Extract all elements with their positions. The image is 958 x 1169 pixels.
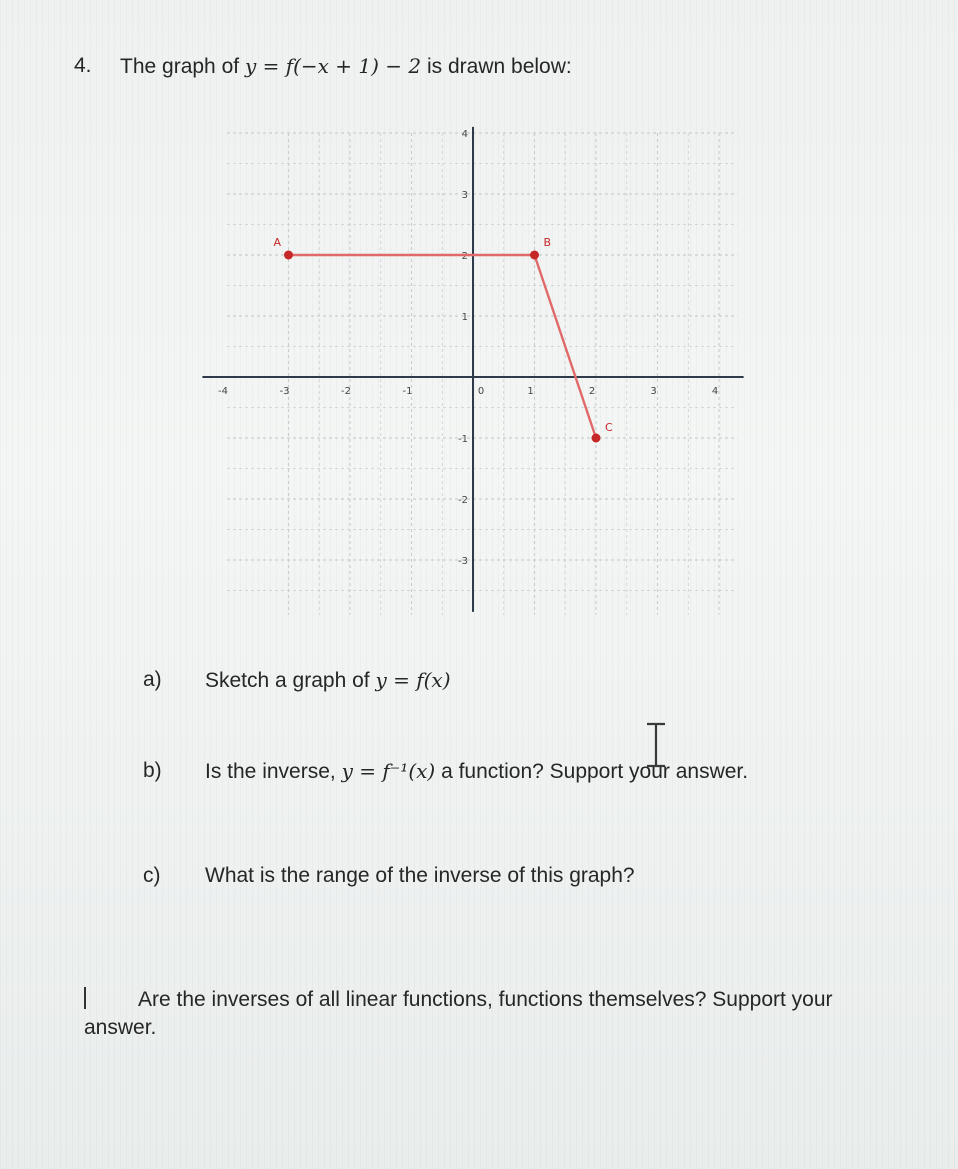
x-tick-label: 2 — [588, 386, 596, 397]
y-tick-label: 1 — [461, 312, 468, 323]
function-graph — [198, 110, 748, 620]
question-equation: y = f(−x + 1) − 2 — [244, 54, 422, 78]
x-tick-label: -4 — [218, 386, 228, 397]
part-b-text: Is the inverse, — [205, 760, 336, 783]
y-tick-label: -1 — [458, 434, 468, 445]
part-c-question — [205, 864, 635, 888]
graph-svg — [198, 110, 748, 620]
final-question[interactable] — [84, 986, 884, 1042]
text-caret — [84, 987, 86, 1009]
y-tick-label: 4 — [461, 129, 468, 140]
part-c-label: c) — [143, 864, 161, 887]
part-b-text-after: a function? Support your answer. — [441, 760, 749, 783]
part-a-question — [205, 668, 451, 693]
question-text-after: is drawn below: — [427, 55, 572, 78]
y-tick-label: 3 — [461, 190, 468, 201]
point-label-b: B — [543, 236, 552, 249]
axes — [202, 127, 743, 612]
x-tick-label: -1 — [402, 386, 413, 397]
point-label-a: A — [273, 236, 282, 249]
y-tick-label: -3 — [458, 556, 468, 567]
x-tick-label: -2 — [341, 386, 351, 397]
text-cursor-icon — [644, 722, 668, 768]
question-prompt — [120, 54, 572, 79]
grid-lines — [227, 133, 737, 615]
part-c-text: What is the range of the inverse of this graph? — [205, 864, 635, 887]
part-b-label: b) — [143, 759, 162, 782]
x-tick-label: 4 — [711, 386, 719, 397]
series — [274, 236, 614, 443]
y-tick-label: 2 — [461, 251, 468, 262]
part-a-label: a) — [143, 668, 162, 691]
question-number: 4. — [74, 54, 92, 77]
point-c — [592, 434, 601, 443]
point-b — [530, 251, 539, 260]
part-a-equation: y = f(x) — [375, 668, 451, 692]
x-tick-label: -3 — [279, 386, 290, 397]
y-tick-label: -2 — [458, 495, 468, 506]
part-a-text: Sketch a graph of — [205, 669, 370, 692]
x-tick-label: 1 — [527, 386, 534, 397]
point-a — [284, 251, 293, 260]
part-b-equation: y = f⁻¹(x) — [341, 759, 436, 783]
question-text-before: The graph of — [120, 55, 240, 78]
point-label-c: C — [605, 421, 613, 434]
final-question-text: Are the inverses of all linear functions, functions themselves? Support your answer. — [84, 988, 833, 1039]
x-tick-label: 0 — [477, 386, 485, 397]
tick-labels — [218, 129, 718, 567]
x-tick-label: 3 — [650, 386, 657, 397]
